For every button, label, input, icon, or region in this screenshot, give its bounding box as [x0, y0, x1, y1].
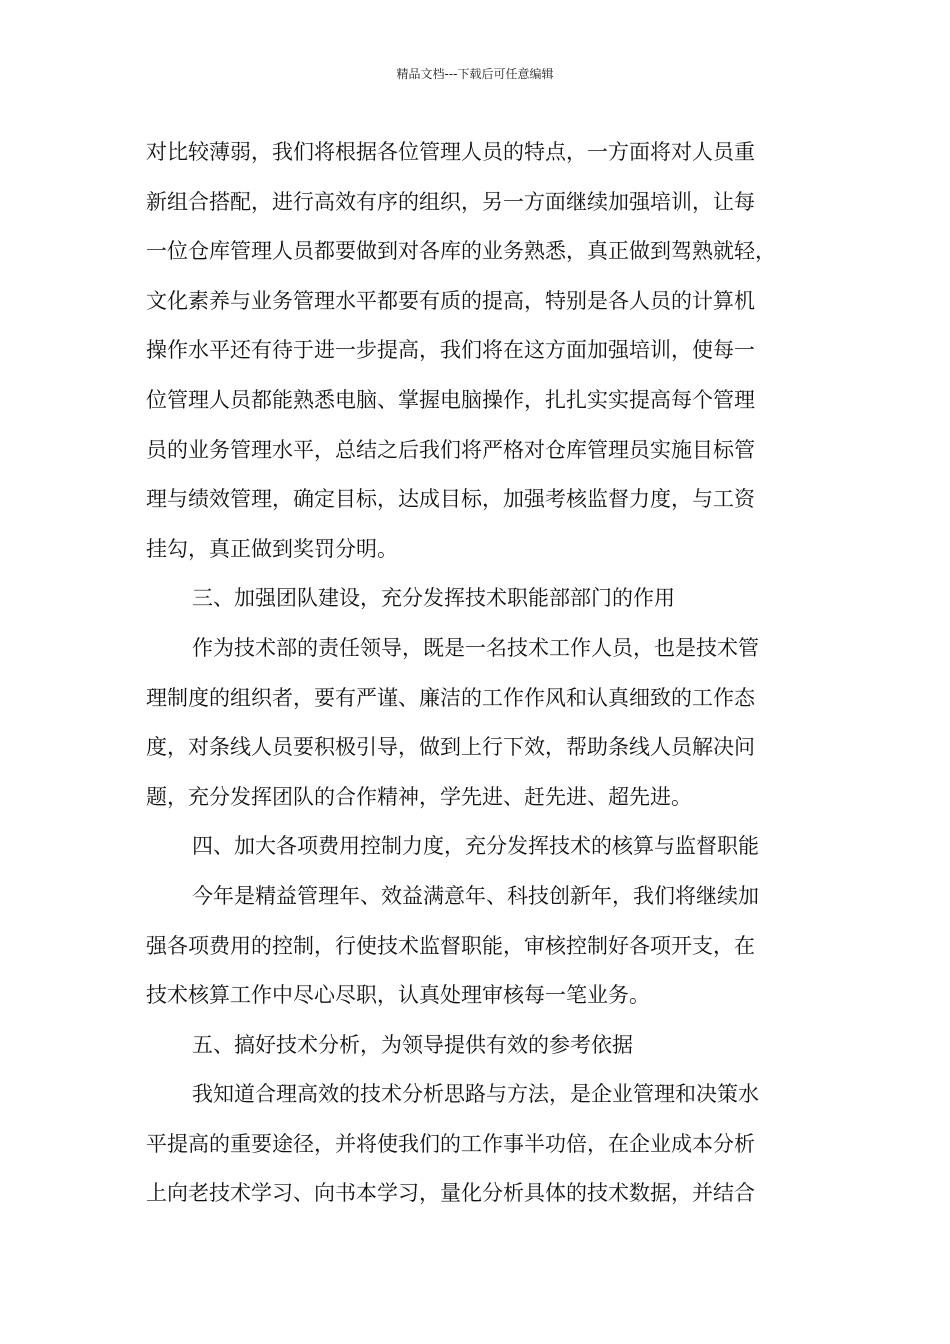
text-line: 五、搞好技术分析，为领导提供有效的参考依据 [192, 1032, 633, 1057]
text-line: 操作水平还有待于进一步提高，我们将在这方面加强培训，使每一 [146, 338, 755, 363]
text-line: 技术核算工作中尽心尽职，认真处理审核每一笔业务。 [146, 983, 650, 1008]
text-line: 员的业务管理水平，总结之后我们将严格对仓库管理员实施目标管 [146, 437, 755, 462]
text-line: 我知道合理高效的技术分析思路与方法，是企业管理和决策水 [192, 1082, 759, 1107]
text-line: 上向老技术学习、向书本学习，量化分析具体的技术数据，并结合 [146, 1181, 755, 1206]
text-line: 四、加大各项费用控制力度，充分发挥技术的核算与监督职能 [192, 834, 759, 859]
text-line: 对比较薄弱，我们将根据各位管理人员的特点，一方面将对人员重 [146, 140, 755, 164]
text-line: 挂勾，真正做到奖罚分明。 [146, 536, 398, 561]
text-line: 新组合搭配，进行高效有序的组织，另一方面继续加强培训，让每 [146, 189, 755, 214]
page-header: 精品文档---下载后可任意编辑 [396, 67, 554, 81]
text-line: 文化素养与业务管理水平都要有质的提高，特别是各人员的计算机 [146, 288, 755, 313]
text-line: 理与绩效管理，确定目标，达成目标，加强考核监督力度，与工资 [146, 487, 755, 512]
text-line: 度，对条线人员要积极引导，做到上行下效，帮助条线人员解决问 [146, 735, 755, 760]
text-line: 理制度的组织者，要有严谨、廉洁的工作作风和认真细致的工作态 [146, 685, 755, 710]
text-line: 作为技术部的责任领导，既是一名技术工作人员，也是技术管 [192, 635, 759, 660]
text-line: 三、加强团队建设，充分发挥技术职能部部门的作用 [192, 586, 675, 611]
document-body [146, 128, 810, 1219]
text-line: 今年是精益管理年、效益满意年、科技创新年，我们将继续加 [192, 883, 759, 908]
text-line: 一位仓库管理人员都要做到对各库的业务熟悉，真正做到驾熟就轻， [146, 239, 776, 264]
text-line: 题，充分发挥团队的合作精神，学先进、赶先进、超先进。 [146, 784, 692, 809]
text-line: 强各项费用的控制，行使技术监督职能，审核控制好各项开支，在 [146, 933, 755, 958]
text-line: 平提高的重要途径，并将使我们的工作事半功倍，在企业成本分析 [146, 1131, 755, 1156]
text-line: 位管理人员都能熟悉电脑、掌握电脑操作，扎扎实实提高每个管理 [146, 387, 755, 412]
